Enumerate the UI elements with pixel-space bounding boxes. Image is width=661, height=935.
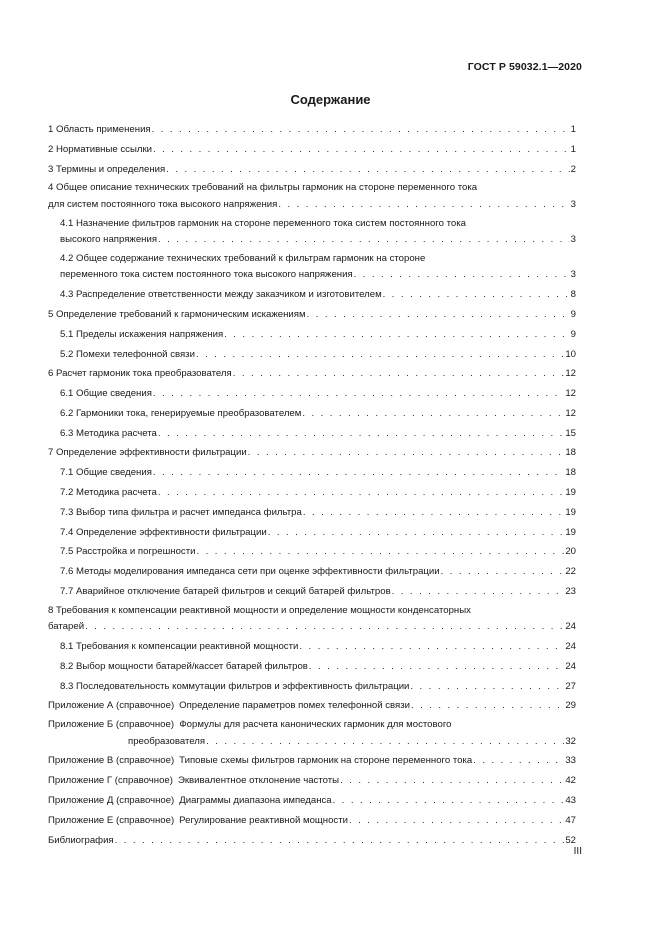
toc-page-number: 19 — [565, 506, 576, 518]
toc-entry[interactable]: 4.3 Распределение ответственности между заказчиком и изготовителем . . . 8 — [48, 286, 576, 304]
toc-page-number: 18 — [565, 447, 576, 459]
toc-page-number: 33 — [565, 755, 576, 767]
toc-page-number: 22 — [565, 566, 576, 578]
toc-page-number: 9 — [570, 308, 576, 320]
toc-entry[interactable]: 4.1 Назначение фильтров гармоник на стороне переменного тока систем постоянного тока высокого напряжения . . . 3 — [48, 216, 576, 249]
page-title: Содержание — [290, 92, 371, 107]
table-of-contents — [48, 121, 576, 851]
toc-page-number: 15 — [565, 427, 576, 439]
toc-page-number: 32 — [565, 735, 576, 747]
toc-entry[interactable]: 8.2 Выбор мощности батарей/кассет батарей фильтров . . . 24 — [48, 658, 576, 676]
toc-appendix[interactable]: Приложение В (справочное) Типовые схемы фильтров гармоник на стороне переменного тока . . . 33 — [48, 752, 576, 770]
page-number: III — [573, 846, 582, 857]
toc-page-number: 24 — [565, 621, 576, 633]
toc-appendix[interactable]: Приложение Д (справочное) Диаграммы диапазона импеданса . . . 43 — [48, 792, 576, 810]
toc-page-number: 23 — [565, 585, 576, 597]
toc-entry[interactable]: 7 Определение эффективности фильтрации . . . 18 — [48, 444, 576, 462]
toc-entry[interactable]: 8.1 Требования к компенсации реактивной мощности . . . 24 — [48, 638, 576, 656]
toc-page-number: 19 — [565, 526, 576, 538]
toc-page-number: 18 — [565, 467, 576, 479]
toc-page-number: 10 — [565, 348, 576, 360]
toc-page-number: 2 — [570, 163, 576, 175]
toc-page-number: 42 — [565, 775, 576, 787]
toc-page-number: 3 — [570, 269, 576, 281]
document-number: ГОСТ Р 59032.1—2020 — [467, 61, 582, 73]
toc-page-number: 12 — [565, 388, 576, 400]
toc-entry[interactable]: 8 Требования к компенсации реактивной мощности и определение мощности конденсаторных батарей . . . 24 — [48, 603, 576, 636]
toc-entry[interactable]: 5 Определение требований к гармоническим искажениям . . . 9 — [48, 306, 576, 324]
toc-entry[interactable]: 6.3 Методика расчета . . . 15 — [48, 425, 576, 443]
toc-entry[interactable]: 1 Область применения . . . 1 — [48, 121, 576, 139]
toc-page-number: 19 — [565, 487, 576, 498]
toc-page-number: 43 — [565, 794, 576, 806]
toc-page-number: 27 — [565, 680, 576, 692]
toc-entry[interactable]: 8.3 Последовательность коммутации фильтров и эффективность фильтрации . . . 27 — [48, 678, 576, 696]
toc-appendix[interactable]: Приложение Б (справочное) Формулы для расчета канонических гармоник для мостового преобразователя . . . 32 — [48, 717, 576, 750]
toc-appendix[interactable]: Приложение Е (справочное) Регулирование реактивной мощности . . . 47 — [48, 812, 576, 830]
toc-entry[interactable]: 5.2 Помехи телефонной связи . . . 10 — [48, 346, 576, 364]
toc-page-number: 24 — [565, 640, 576, 652]
toc-page-number: 3 — [570, 198, 576, 210]
toc-entry[interactable]: 2 Нормативные ссылки . . . 1 — [48, 141, 576, 159]
toc-page-number: 47 — [565, 814, 576, 826]
toc-page-number: 12 — [565, 407, 576, 419]
toc-page-number: 1 — [570, 124, 576, 135]
toc-entry[interactable]: 7.3 Выбор типа фильтра и расчет импеданса фильтра . . . 19 — [48, 504, 576, 522]
toc-entry[interactable]: 7.2 Методика расчета . . . 19 — [48, 484, 576, 502]
toc-page-number: 24 — [565, 660, 576, 672]
toc-entry[interactable]: 6 Расчет гармоник тока преобразователя . . . 12 — [48, 365, 576, 383]
toc-appendix[interactable]: Приложение А (справочное) Определение параметров помех телефонной связи . . . 29 — [48, 697, 576, 715]
toc-page-number: 1 — [570, 143, 576, 155]
toc-page-number: 9 — [570, 328, 576, 340]
toc-entry[interactable]: 7.7 Аварийное отключение батарей фильтров и секций батарей фильтров . . . 23 — [48, 583, 576, 601]
toc-entry[interactable]: 7.1 Общие сведения . . . 18 — [48, 464, 576, 482]
toc-entry[interactable]: 7.4 Определение эффективности фильтрации . . . 19 — [48, 524, 576, 542]
toc-entry[interactable]: Библиография . . . 52 — [48, 832, 576, 850]
toc-entry[interactable]: 6.1 Общие сведения . . . 12 — [48, 385, 576, 403]
toc-entry[interactable]: 3 Термины и определения . . . 2 — [48, 161, 576, 179]
toc-page-number: 12 — [565, 368, 576, 380]
toc-appendix[interactable]: Приложение Г (справочное) Эквивалентное отклонение частоты . . . 42 — [48, 772, 576, 790]
toc-entry[interactable]: 4 Общее описание технических требований на фильтры гармоник на стороне переменного тока для систем постоянного тока высокого напряжения . . . 3 — [48, 180, 576, 213]
toc-entry[interactable]: 7.5 Расстройка и погрешности . . . 20 — [48, 543, 576, 561]
toc-page-number: 8 — [570, 289, 576, 301]
toc-page-number: 3 — [570, 234, 576, 246]
toc-entry[interactable]: 5.1 Пределы искажения напряжения . . . 9 — [48, 326, 576, 344]
toc-entry[interactable]: 7.6 Методы моделирования импеданса сети при оценке эффективности фильтрации . . . 22 — [48, 563, 576, 581]
toc-entry[interactable]: 4.2 Общее содержание технических требований к фильтрам гармоник на стороне переменного тока систем постоянного тока высокого напряжения . . . 3 — [48, 251, 576, 284]
toc-page-number: 52 — [565, 834, 576, 846]
toc-page-number: 29 — [565, 700, 576, 712]
toc-page-number: 20 — [565, 546, 576, 558]
toc-entry[interactable]: 6.2 Гармоники тока, генерируемые преобразователем . . . 12 — [48, 405, 576, 423]
